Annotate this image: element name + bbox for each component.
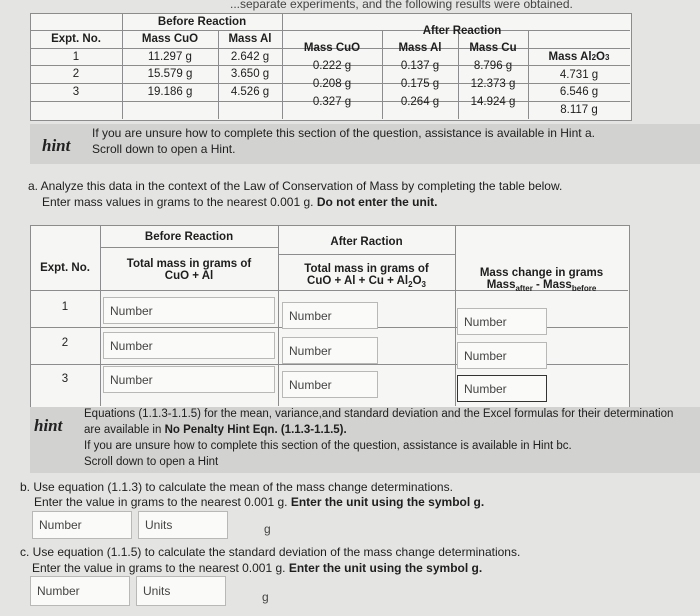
- mean-units-input[interactable]: Units: [138, 511, 228, 539]
- stdev-unit-hint: g: [262, 590, 269, 604]
- row3-expt: 3: [72, 86, 80, 98]
- hint-bc-label[interactable]: hint: [34, 416, 63, 435]
- mass-cuo-header: Mass CuO: [141, 33, 199, 45]
- hint-a-text-1: If you are unsure how to complete this section of the question, assistance is available in Hint a.: [92, 126, 595, 140]
- t2-row1-change-input[interactable]: Number: [457, 308, 547, 335]
- question-b-text-1: b. Use equation (1.1.3) to calculate the mean of the mass change determinations.: [20, 480, 453, 494]
- row3-mass-cu: 14.924 g: [470, 95, 516, 108]
- row1-mass-cuo: 11.297 g: [148, 50, 192, 63]
- t2-row2-after-input[interactable]: Number: [282, 337, 378, 364]
- t2-row2-change-input[interactable]: Number: [457, 342, 547, 369]
- t2-before-header: Before Reaction: [144, 231, 234, 243]
- row2-mass-cuo-after: 0.208 g: [312, 77, 352, 90]
- row3-mass-al-after: 0.264 g: [400, 95, 440, 108]
- row2-mass-al2o3: 6.546 g: [559, 86, 599, 98]
- expt-no-header: Expt. No.: [51, 33, 101, 45]
- mass-al-after-header: Mass Al: [398, 42, 442, 54]
- after-reaction-header: After Reaction: [422, 24, 502, 37]
- hint-a-label[interactable]: hint: [42, 136, 71, 155]
- t2-total-after-header: Total mass in grams of CuO + $Al + Cu + Al_2O_3$: [304, 263, 429, 289]
- mass-cu-header: Mass Cu: [469, 42, 517, 54]
- row1-expt: 1: [72, 50, 80, 63]
- row3-mass-cuo-after: 0.327 g: [312, 95, 352, 108]
- t2-total-before-header: Total mass in grams of CuO + Al: [126, 258, 252, 282]
- question-c-text-2: Enter the value in grams to the nearest 0.001 g. Enter the unit using the symbol g.: [32, 561, 483, 575]
- intro-text: ...separate experiments, and the following results were obtained.: [230, 0, 573, 11]
- row1-mass-cuo-after: 0.222 g: [312, 59, 352, 72]
- t2-row1-before-input[interactable]: Number: [103, 297, 275, 324]
- mass-al2o3-header: Mass Al 2 O 3: [548, 51, 610, 63]
- row2-mass-cuo: 15.579 g: [147, 68, 193, 80]
- question-a-text-1: a. Analyze this data in the context of the Law of Conservation of Mass by completing the table below.: [28, 179, 563, 193]
- question-a-text-2: Enter mass values in grams to the nearest 0.001 g. Do not enter the unit.: [42, 195, 438, 209]
- row2-mass-cu: 12.373 g: [470, 77, 516, 90]
- row1-mass-cu: 8.796 g: [473, 59, 513, 72]
- row1-mass-al: 2.642 g: [230, 50, 270, 63]
- t2-row1-after-input[interactable]: Number: [282, 302, 378, 329]
- t2-expt-header: Expt. No.: [40, 262, 90, 274]
- t2-mass-change-header: Mass change in grams Mass$_{after}$ - Mass$_{before}$: [479, 267, 604, 293]
- row3-mass-cuo: 19.186 g: [147, 86, 193, 98]
- question-b-text-2: Enter the value in grams to the nearest 0.001 g. Enter the unit using the symbol g.: [34, 495, 485, 509]
- mass-al-header: Mass Al: [228, 33, 272, 45]
- t2-row1-expt: 1: [61, 301, 69, 313]
- row2-mass-al: 3.650 g: [230, 68, 270, 80]
- mean-number-input[interactable]: Number: [32, 511, 132, 539]
- stdev-units-input[interactable]: Units: [136, 576, 226, 606]
- mean-unit-hint: g: [264, 522, 271, 536]
- row1-mass-al-after: 0.137 g: [400, 59, 440, 72]
- row3-mass-al: 4.526 g: [230, 86, 270, 98]
- hint-bc-text-1: Equations (1.1.3-1.1.5) for the mean, variance,and standard deviation and the Excel formulas for their determination: [84, 408, 674, 420]
- row1-mass-al2o3: 4.731 g: [559, 68, 599, 81]
- hint-a-text-2: Scroll down to open a Hint.: [92, 142, 236, 156]
- t2-after-header: After Raction: [330, 236, 403, 248]
- t2-row3-before-input[interactable]: Number: [103, 366, 275, 393]
- before-reaction-header: Before Reaction: [157, 15, 247, 28]
- hint-bc-text-3: If you are unsure how to complete this section of the question, assistance is available in Hint bc.: [84, 440, 572, 452]
- hint-bc-text-2: are available in No Penalty Hint Eqn. (1.1.3-1.1.5).: [84, 424, 347, 436]
- row2-expt: 2: [72, 68, 80, 80]
- t2-row3-change-input[interactable]: Number: [457, 375, 547, 402]
- question-c-text-1: c. Use equation (1.1.5) to calculate the standard deviation of the mass change determinations.: [20, 545, 521, 559]
- t2-row2-before-input[interactable]: Number: [103, 332, 275, 359]
- t2-row3-expt: 3: [61, 373, 69, 385]
- t2-row2-expt: 2: [61, 337, 69, 349]
- mass-cuo-after-header: Mass CuO: [303, 42, 361, 54]
- row2-mass-al-after: 0.175 g: [400, 77, 440, 90]
- t2-row3-after-input[interactable]: Number: [282, 371, 378, 398]
- row3-mass-al2o3: 8.117 g: [560, 104, 598, 116]
- hint-bc-text-4: Scroll down to open a Hint: [84, 456, 219, 468]
- stdev-number-input[interactable]: Number: [30, 576, 130, 606]
